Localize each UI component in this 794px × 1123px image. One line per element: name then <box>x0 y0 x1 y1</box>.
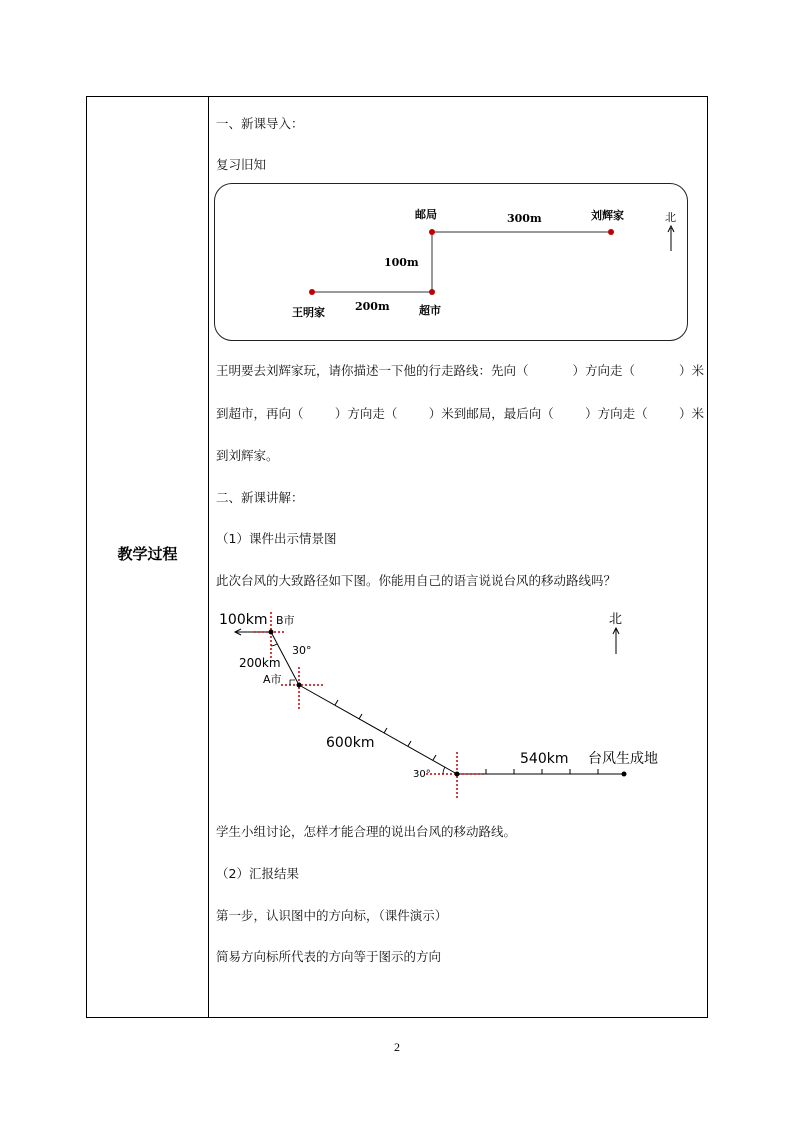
label-wangming-home: 王明家 <box>291 305 325 319</box>
section-title-lesson: 二、新课讲解： <box>216 490 304 505</box>
question-text: ）方向走（ <box>334 406 398 421</box>
typhoon-intro: 此次台风的大致路径如下图。你能用自己的语言说说台风的移动路线吗？ <box>216 573 617 588</box>
point-origin <box>622 772 627 777</box>
question-line-3: 到刘辉家。 <box>216 448 279 463</box>
question-text: ）米 <box>678 363 704 378</box>
question-text: ）米到邮局，最后向（ <box>428 406 554 421</box>
north-label: 北 <box>609 612 623 627</box>
point-supermarket <box>429 289 435 295</box>
section-title-intro: 一、新课导入： <box>216 116 304 131</box>
scale-ticks-600 <box>335 700 436 760</box>
first-step-text: 第一步，认识图中的方向标，（课件演示） <box>216 908 448 923</box>
question-line-1 <box>216 361 704 379</box>
point-post-office <box>429 229 435 235</box>
label-540km: 540km <box>520 751 569 767</box>
label-supermarket: 超市 <box>418 303 441 317</box>
question-text: ）米 <box>678 406 704 421</box>
compass-note: 简易方向标所代表的方向等于图示的方向 <box>216 949 442 964</box>
label-city-b: B市 <box>276 614 295 627</box>
label-angle-bottom: 30° <box>413 769 431 780</box>
direction-guides <box>254 612 484 800</box>
point-wangming <box>309 289 315 295</box>
north-label: 北 <box>664 210 676 224</box>
label-post-office: 邮局 <box>414 207 437 221</box>
label-origin: 台风生成地 <box>588 751 658 767</box>
page-number: 2 <box>394 1040 400 1054</box>
label-city-a: A市 <box>263 673 282 686</box>
route-map <box>214 183 688 341</box>
label-100m: 100m <box>383 255 419 269</box>
step-2-label: （2）汇报结果 <box>216 866 299 881</box>
angle-arc-bottom <box>443 767 445 774</box>
question-text: 王明要去刘辉家玩，请你描述一下他的行走路线：先向（ <box>216 363 529 378</box>
point-liuhui <box>608 229 614 235</box>
review-label: 复习旧知 <box>216 157 267 172</box>
row-label: 教学过程 <box>117 545 178 563</box>
label-200km: 200km <box>239 656 281 670</box>
north-arrow-icon <box>613 628 619 654</box>
label-liuhui-home: 刘辉家 <box>590 208 624 222</box>
label-100km: 100km <box>219 612 268 628</box>
angle-arc-top <box>271 644 277 646</box>
label-angle-top: 30° <box>292 644 312 657</box>
discussion-text: 学生小组讨论，怎样才能合理的说出台风的移动路线。 <box>216 824 517 839</box>
point-turn-1 <box>455 772 460 777</box>
question-line-2 <box>216 404 704 422</box>
label-300m: 300m <box>506 211 542 225</box>
label-200m: 200m <box>354 299 390 313</box>
question-text: 到超市，再向（ <box>216 406 304 421</box>
point-city-a <box>297 683 302 688</box>
column-divider <box>208 97 209 1017</box>
step-1-label: （1）课件出示情景图 <box>216 531 337 546</box>
point-city-b <box>269 630 274 635</box>
question-text: ）方向走（ <box>572 363 635 378</box>
north-arrow-icon <box>668 226 674 251</box>
question-text: ）方向走（ <box>585 406 648 421</box>
path-segment-nw-600 <box>299 685 457 774</box>
typhoon-path-map <box>214 604 704 804</box>
scale-ticks-540 <box>486 769 598 774</box>
label-600km: 600km <box>326 735 375 751</box>
